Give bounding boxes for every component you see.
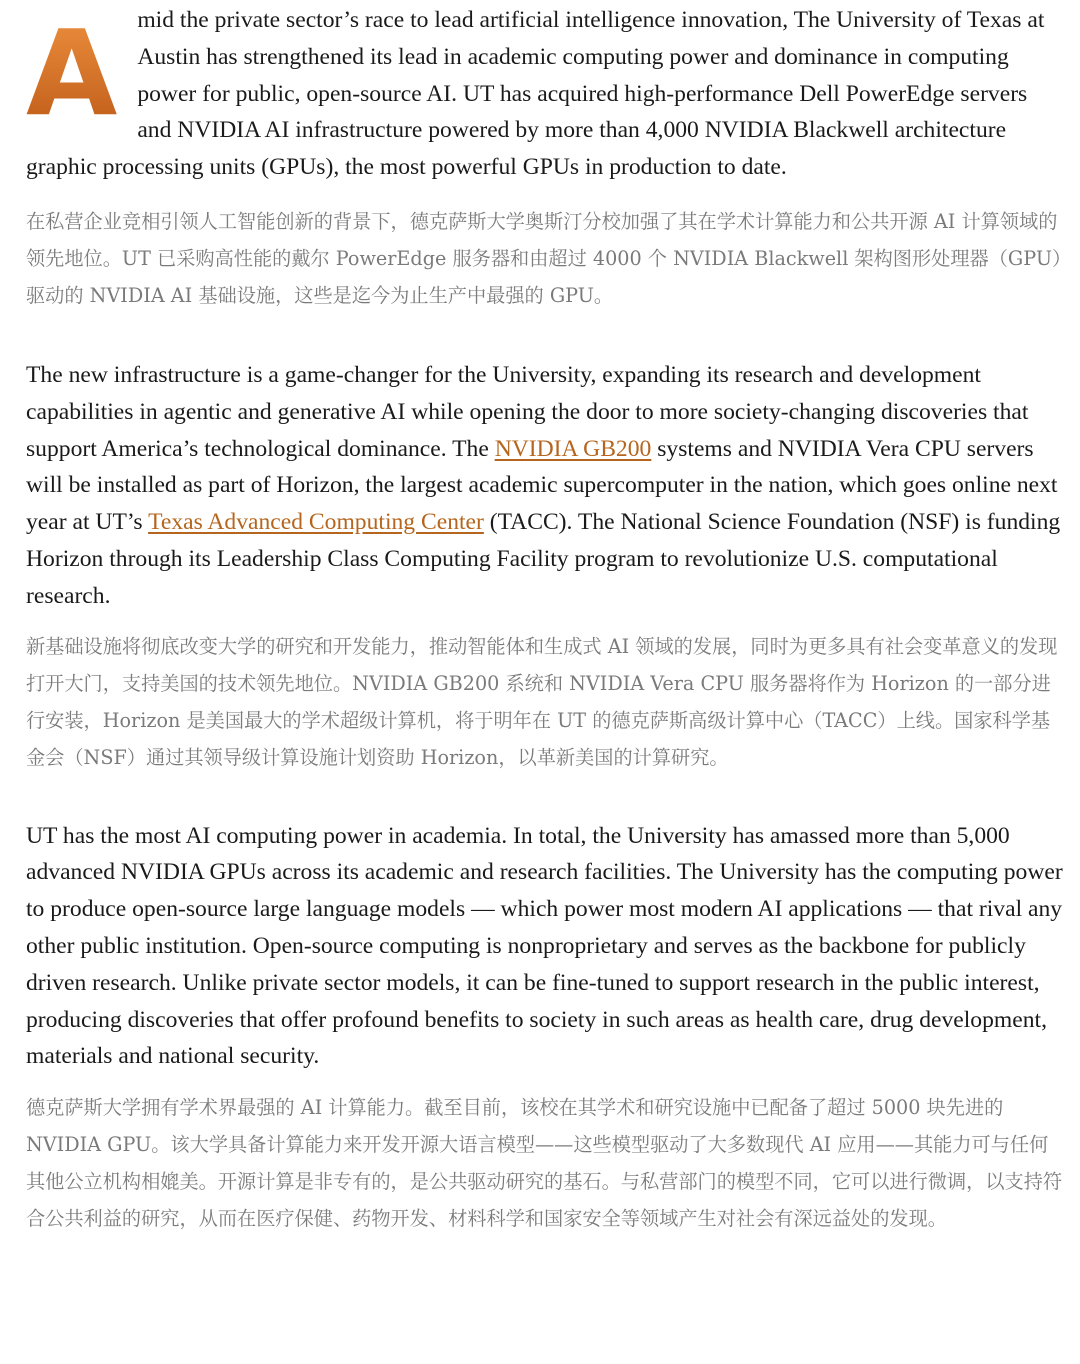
- paragraph-2-english: [26, 357, 1066, 615]
- paragraph-2-text-b: systems and NVIDIA Vera CPU servers will be installed as part of Horizon, the largest academic supercomputer in the nation, which goes online next year at UT’s: [26, 435, 1058, 536]
- article-body: [26, 0, 1066, 1237]
- paragraph-2-chinese: 新基础设施将彻底改变大学的研究和开发能力，推动智能体和生成式 AI 领域的发展，同时为更多具有社会变革意义的发现打开大门，支持美国的技术领先地位。NVIDIA GB200 系统和 NVIDIA Vera CPU 服务器将作为 Horizon 的一部分进行安装，Horizon 是美国最大的学术超级计算机，将于明年在 UT 的德克萨斯高级计算中心（TACC）上线。国家科学基金会（NSF）通过其领导级计算设施计划资助 Horizon，以革新美国的计算研究。: [26, 634, 1058, 769]
- paragraph-3-chinese: 德克萨斯大学拥有学术界最强的 AI 计算能力。截至目前，该校在其学术和研究设施中已配备了超过 5000 块先进的 NVIDIA GPU。该大学具备计算能力来开发开源大语言模型——这些模型驱动了大多数现代 AI 应用——其能力可与任何其他公立机构相媲美。开源计算是非专有的，是公共驱动研究的基石。与私营部门的模型不同，它可以进行微调，以支持符合公共利益的研究，从而在医疗保健、药物开发、材料科学和国家安全等领域产生对社会有深远益处的发现。: [26, 1096, 1063, 1231]
- paragraph-1-text: mid the private sector’s race to lead artificial intelligence innovation, The University of Texas at Austin has strengthened its lead in academic computing power and dominance in computing power for public, open-source AI. UT has acquired high-performance Dell PowerEdge servers and NVIDIA AI infrastructure powered by more than 4,000 NVIDIA Blackwell architecture graphic processing units (GPUs), the most powerful GPUs in production to date.: [26, 7, 1045, 181]
- tacc-link[interactable]: Texas Advanced Computing Center: [148, 509, 484, 536]
- paragraph-1-chinese: 在私营企业竞相引领人工智能创新的背景下，德克萨斯大学奥斯汀分校加强了其在学术计算能力和公共开源 AI 计算领域的领先地位。UT 已采购高性能的戴尔 PowerEdge 服务器和由超过 4000 个 NVIDIA Blackwell 架构图形处理器（GPU）驱动的 NVIDIA AI 基础设施，这些是迄今为止生产中最强的 GPU。: [26, 209, 1062, 307]
- paragraph-1-english: [26, 2, 1066, 186]
- paragraph-2-text-c: (TACC). The National Science Foundation (NSF) is funding Horizon through its Leadership Class Computing Facility program to revolutionize U.S. computational research.: [26, 509, 1061, 609]
- paragraph-2-text-a: The new infrastructure is a game-changer for the University, expanding its research and development capabilities in agentic and generative AI while opening the door to more society-changing discoveries that support America’s technological dominance. The: [26, 361, 1029, 462]
- nvidia-gb200-link[interactable]: NVIDIA GB200: [494, 435, 652, 462]
- drop-cap-letter: A: [26, 4, 118, 142]
- paragraph-3-english: UT has the most AI computing power in academia. In total, the University has amassed more than 5,000 advanced NVIDIA GPUs across its academic and research facilities. The University has the computing power to produce open-source large language models — which power most modern AI applications — that rival any other public institution. Open-source computing is nonproprietary and serves as the backbone for publicly driven research. Unlike private sector models, it can be fine-tuned to support research in the public interest, producing discoveries that offer profound benefits to society in such areas as health care, drug development, materials and national security.: [26, 822, 1063, 1070]
